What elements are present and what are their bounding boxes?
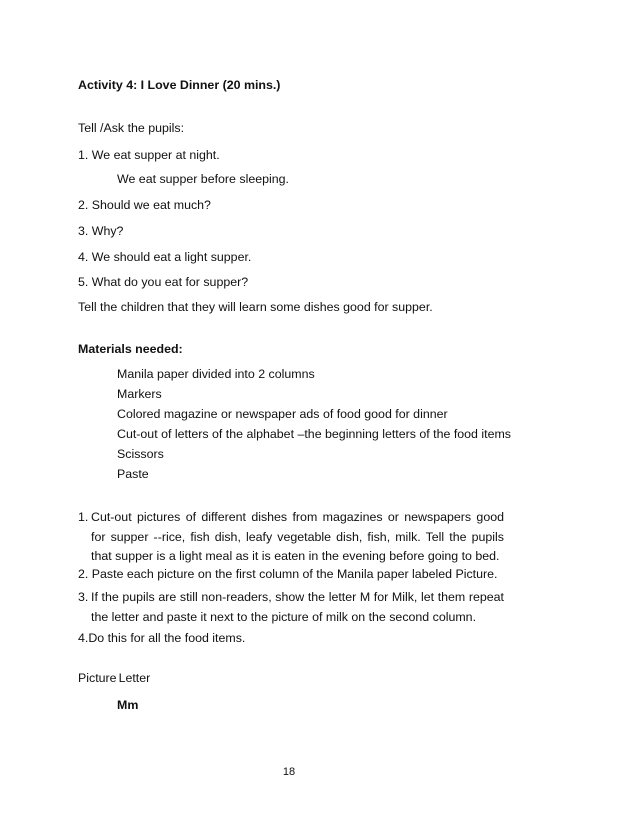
step-text: Cut-out pictures of different dishes from magazines or newspapers good for supper --rice, fish dish, leafy vegetable dish, fish, milk. Tell the pupils that supper is a light meal as it is eaten in the evening before going to bed. [91,510,504,563]
step-2: 2. Paste each picture on the first column of the Manila paper labeled Picture. [78,567,498,581]
material-item: Cut-out of letters of the alphabet –the beginning letters of the food items [117,427,511,441]
question-1-sub: We eat supper before sleeping. [117,172,289,186]
material-item: Colored magazine or newspaper ads of food good for dinner [117,407,448,421]
step-number: 3. [78,590,89,604]
question-2: 2. Should we eat much? [78,198,211,212]
materials-heading: Materials needed: [78,342,183,356]
material-item: Markers [117,387,162,401]
activity-title: Activity 4: I Love Dinner (20 mins.) [78,78,281,92]
question-3: 3. Why? [78,224,124,238]
material-item: Manila paper divided into 2 columns [117,367,315,381]
question-4: 4. We should eat a light supper. [78,250,252,264]
page-number: 18 [282,766,296,778]
material-item: Paste [117,467,149,481]
question-1: 1. We eat supper at night. [78,148,220,162]
intro-text: Tell /Ask the pupils: [78,121,185,135]
material-item: Scissors [117,447,164,461]
letter-column-header: Letter [118,671,151,685]
picture-column-header: Picture [78,671,117,685]
step-1 [78,508,504,567]
question-5: 5. What do you eat for supper? [78,275,249,289]
step-number: 1. [78,510,89,524]
example-letter: Mm [117,698,139,712]
step-text: If the pupils are still non-readers, show the letter M for Milk, let them repeat the letter and paste it next to the picture of milk on the second column. [91,590,504,624]
step-3 [78,588,504,627]
table-header-row [78,670,150,686]
tell-children-text: Tell the children that they will learn some dishes good for supper. [78,300,433,314]
step-4: 4.Do this for all the food items. [78,631,246,645]
